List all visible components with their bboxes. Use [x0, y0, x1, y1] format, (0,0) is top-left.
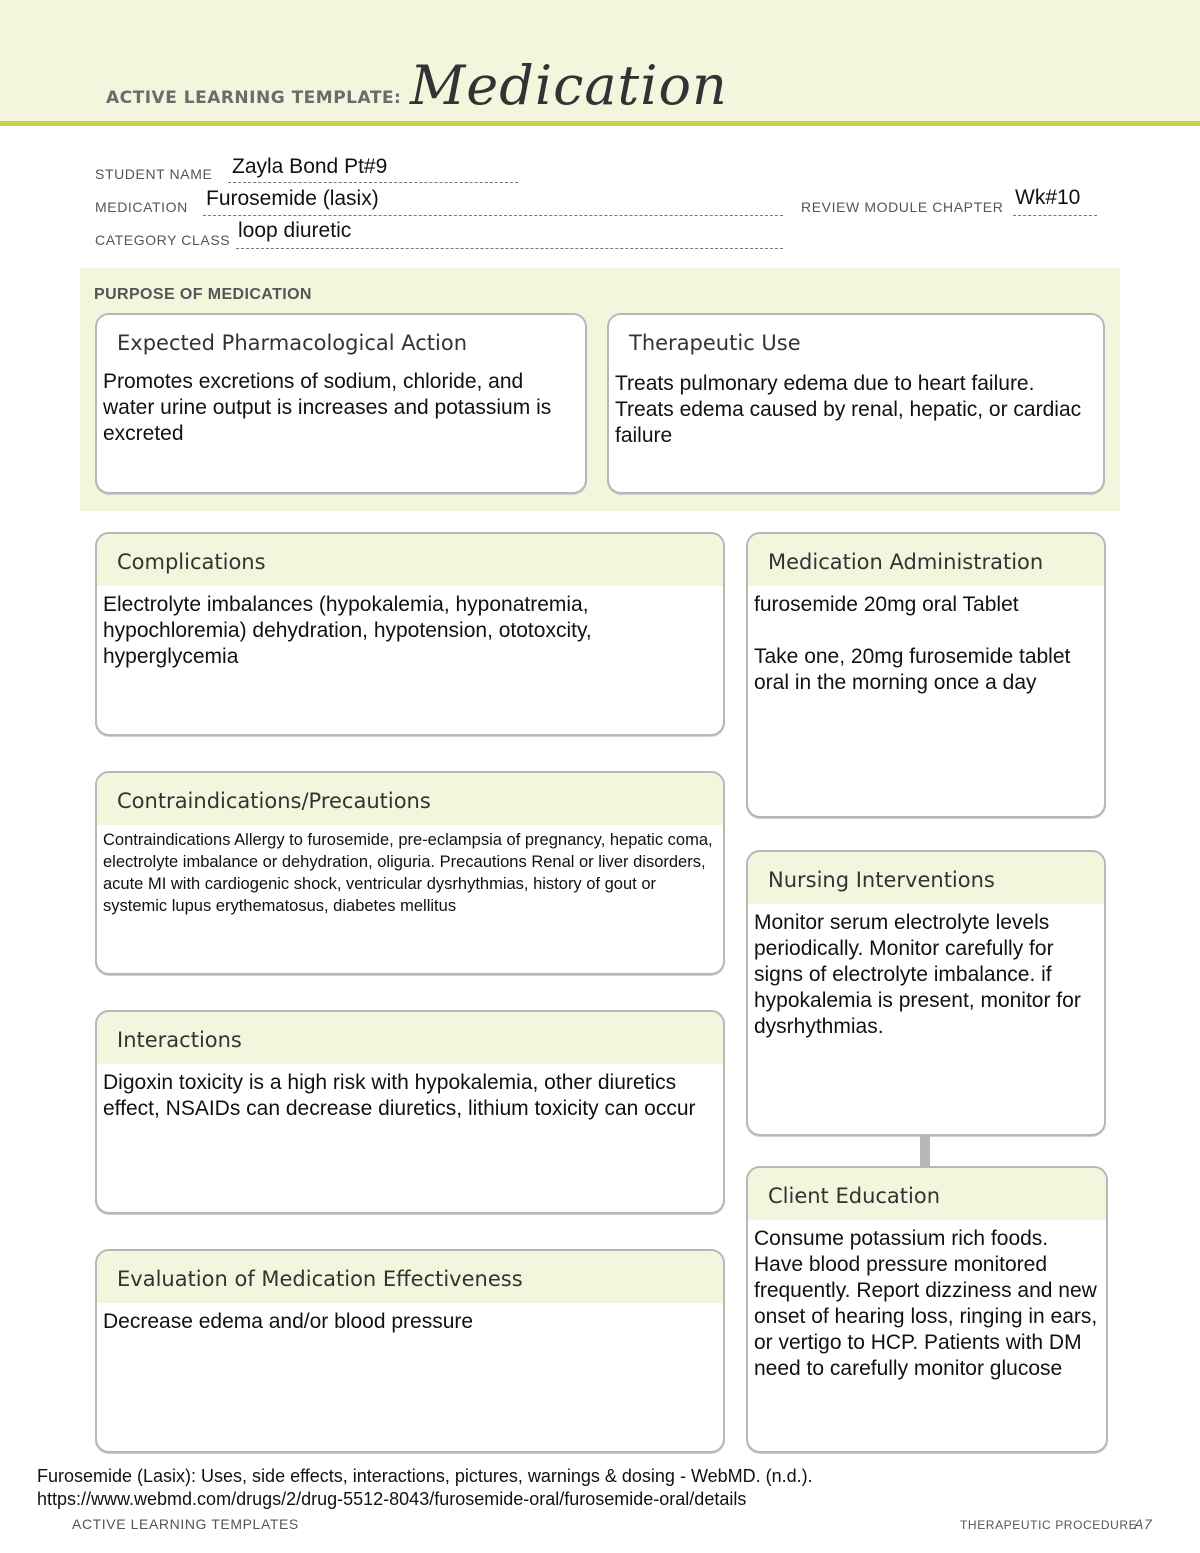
interactions-text[interactable]: Digoxin toxicity is a high risk with hypokalemia, other diuretics effect, NSAIDs can decrease diuretics, lithium toxicity can occur [103, 1071, 696, 1120]
template-label: ACTIVE LEARNING TEMPLATE: [106, 88, 402, 108]
citation-line1: Furosemide (Lasix): Uses, side effects, interactions, pictures, warnings & dosing - WebMD. (n.d.). [37, 1466, 813, 1486]
interactions-card [95, 1010, 725, 1214]
evaluation-card [95, 1249, 725, 1453]
purpose-title: PURPOSE OF MEDICATION [94, 286, 312, 303]
category-class-label: CATEGORY CLASS [95, 232, 231, 248]
expected-action-heading: Expected Pharmacological Action [97, 315, 585, 367]
header-rule [0, 121, 1200, 126]
complications-card [95, 532, 725, 736]
footer-page-code: A7 [1134, 1516, 1153, 1532]
complications-heading: Complications [97, 534, 723, 586]
therapeutic-use-text[interactable]: Treats pulmonary edema due to heart failure. Treats edema caused by renal, hepatic, or cardiac failure [615, 372, 1082, 447]
evaluation-text[interactable]: Decrease edema and/or blood pressure [103, 1310, 474, 1333]
medication-value: Furosemide (lasix) [206, 187, 379, 210]
interactions-heading: Interactions [97, 1012, 723, 1064]
connector-line [920, 1136, 930, 1168]
review-module-value: Wk#10 [1015, 186, 1081, 209]
review-module-label: REVIEW MODULE CHAPTER [801, 199, 1004, 215]
citation-line2[interactable]: https://www.webmd.com/drugs/2/drug-5512-8043/furosemide-oral/furosemide-oral/details [37, 1489, 747, 1509]
nursing-text[interactable]: Monitor serum electrolyte levels periodically. Monitor carefully for signs of electrolyte imbalance. if hypokalemia is present, monitor for dysrhythmias. [754, 911, 1081, 1038]
administration-card [746, 532, 1106, 818]
evaluation-heading: Evaluation of Medication Effectiveness [97, 1251, 723, 1303]
nursing-heading: Nursing Interventions [748, 852, 1104, 904]
education-heading: Client Education [748, 1168, 1106, 1220]
student-name-value: Zayla Bond Pt#9 [232, 155, 388, 178]
medication-label: MEDICATION [95, 199, 188, 215]
page-title: Medication [410, 54, 728, 117]
therapeutic-use-heading: Therapeutic Use [609, 315, 1103, 367]
education-card [746, 1166, 1108, 1453]
footer-left-label: ACTIVE LEARNING TEMPLATES [72, 1516, 299, 1532]
administration-heading: Medication Administration [748, 534, 1104, 586]
nursing-card [746, 850, 1106, 1136]
contraindications-card [95, 771, 725, 975]
expected-action-text[interactable]: Promotes excretions of sodium, chloride, and water urine output is increases and potassium is excreted [103, 370, 552, 445]
administration-line1[interactable]: furosemide 20mg oral Tablet [754, 593, 1019, 616]
contraindications-text[interactable]: Contraindications Allergy to furosemide, pre-eclampsia of pregnancy, hepatic coma, electrolyte imbalance or dehydration, oliguria. Precautions Renal or liver disorders, acute MI with cardiogenic shock, ventricular dysrhythmias, history of gout or systemic lupus erythematosus, diabetes mellitus [103, 831, 713, 915]
category-class-value: loop diuretic [238, 219, 352, 242]
student-name-label: STUDENT NAME [95, 166, 213, 182]
contraindications-heading: Contraindications/Precautions [97, 773, 723, 825]
therapeutic-use-card [607, 313, 1105, 494]
complications-text[interactable]: Electrolyte imbalances (hypokalemia, hyponatremia, hypochloremia) dehydration, hypotension, ototoxcity, hyperglycemia [103, 593, 592, 668]
administration-line2[interactable]: Take one, 20mg furosemide tablet oral in the morning once a day [754, 645, 1071, 694]
expected-action-card [95, 313, 587, 494]
footer-right-label: THERAPEUTIC PROCEDURE [960, 1518, 1138, 1532]
education-text[interactable]: Consume potassium rich foods. Have blood pressure monitored frequently. Report dizziness and new onset of hearing loss, ringing in ears, or vertigo to HCP. Patients with DM need to carefully monitor glucose [754, 1227, 1098, 1380]
